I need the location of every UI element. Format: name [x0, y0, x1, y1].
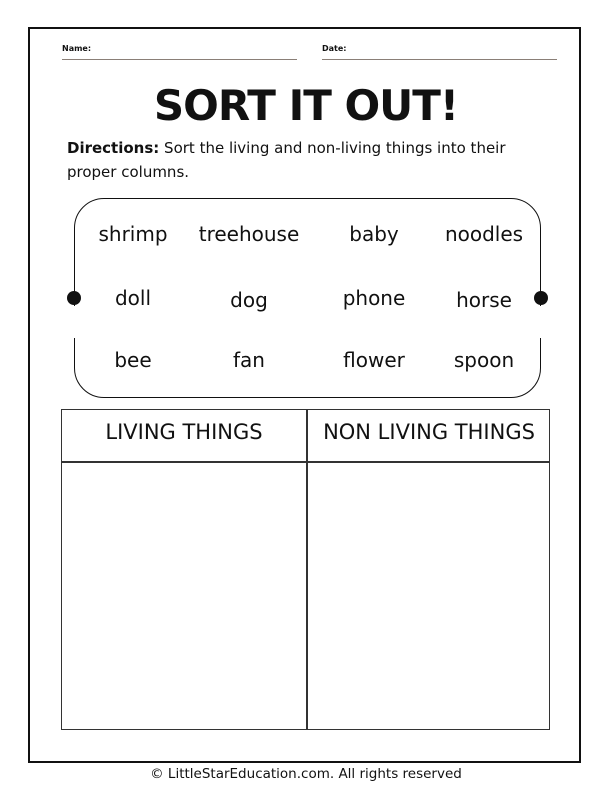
word-item: flower: [343, 348, 405, 372]
bullet-dot-right: [534, 291, 548, 305]
word-item: noodles: [444, 222, 524, 246]
directions-label: Directions:: [67, 139, 160, 157]
word-bank-gap-right: [537, 306, 543, 338]
living-answer-area[interactable]: [62, 463, 306, 729]
word-item: horse: [456, 288, 512, 312]
column-header-non-living: NON LIVING THINGS: [323, 420, 535, 444]
word-item: fan: [233, 348, 265, 372]
word-item: baby: [349, 222, 399, 246]
word-item: dog: [230, 288, 268, 312]
word-item: bee: [114, 348, 152, 372]
date-field[interactable]: [322, 59, 557, 60]
directions: [67, 136, 547, 184]
name-field[interactable]: [62, 59, 297, 60]
word-item: treehouse: [198, 222, 300, 246]
word-item: spoon: [453, 348, 515, 372]
word-item: shrimp: [98, 222, 168, 246]
word-item: doll: [114, 286, 152, 310]
word-item: phone: [342, 286, 406, 310]
column-header-living: LIVING THINGS: [105, 420, 263, 444]
non-living-answer-area[interactable]: [308, 463, 550, 729]
word-bank-gap-left: [71, 306, 77, 338]
directions-text: Sort the living and non-living things into their proper columns.: [67, 139, 506, 181]
page-title: SORT IT OUT!: [153, 81, 459, 130]
bullet-dot-left: [67, 291, 81, 305]
name-label: Name:: [62, 44, 92, 53]
copyright-footer: © LittleStarEducation.com. All rights reserved: [150, 766, 462, 782]
sort-table: [61, 409, 550, 730]
date-label: Date:: [322, 44, 347, 53]
